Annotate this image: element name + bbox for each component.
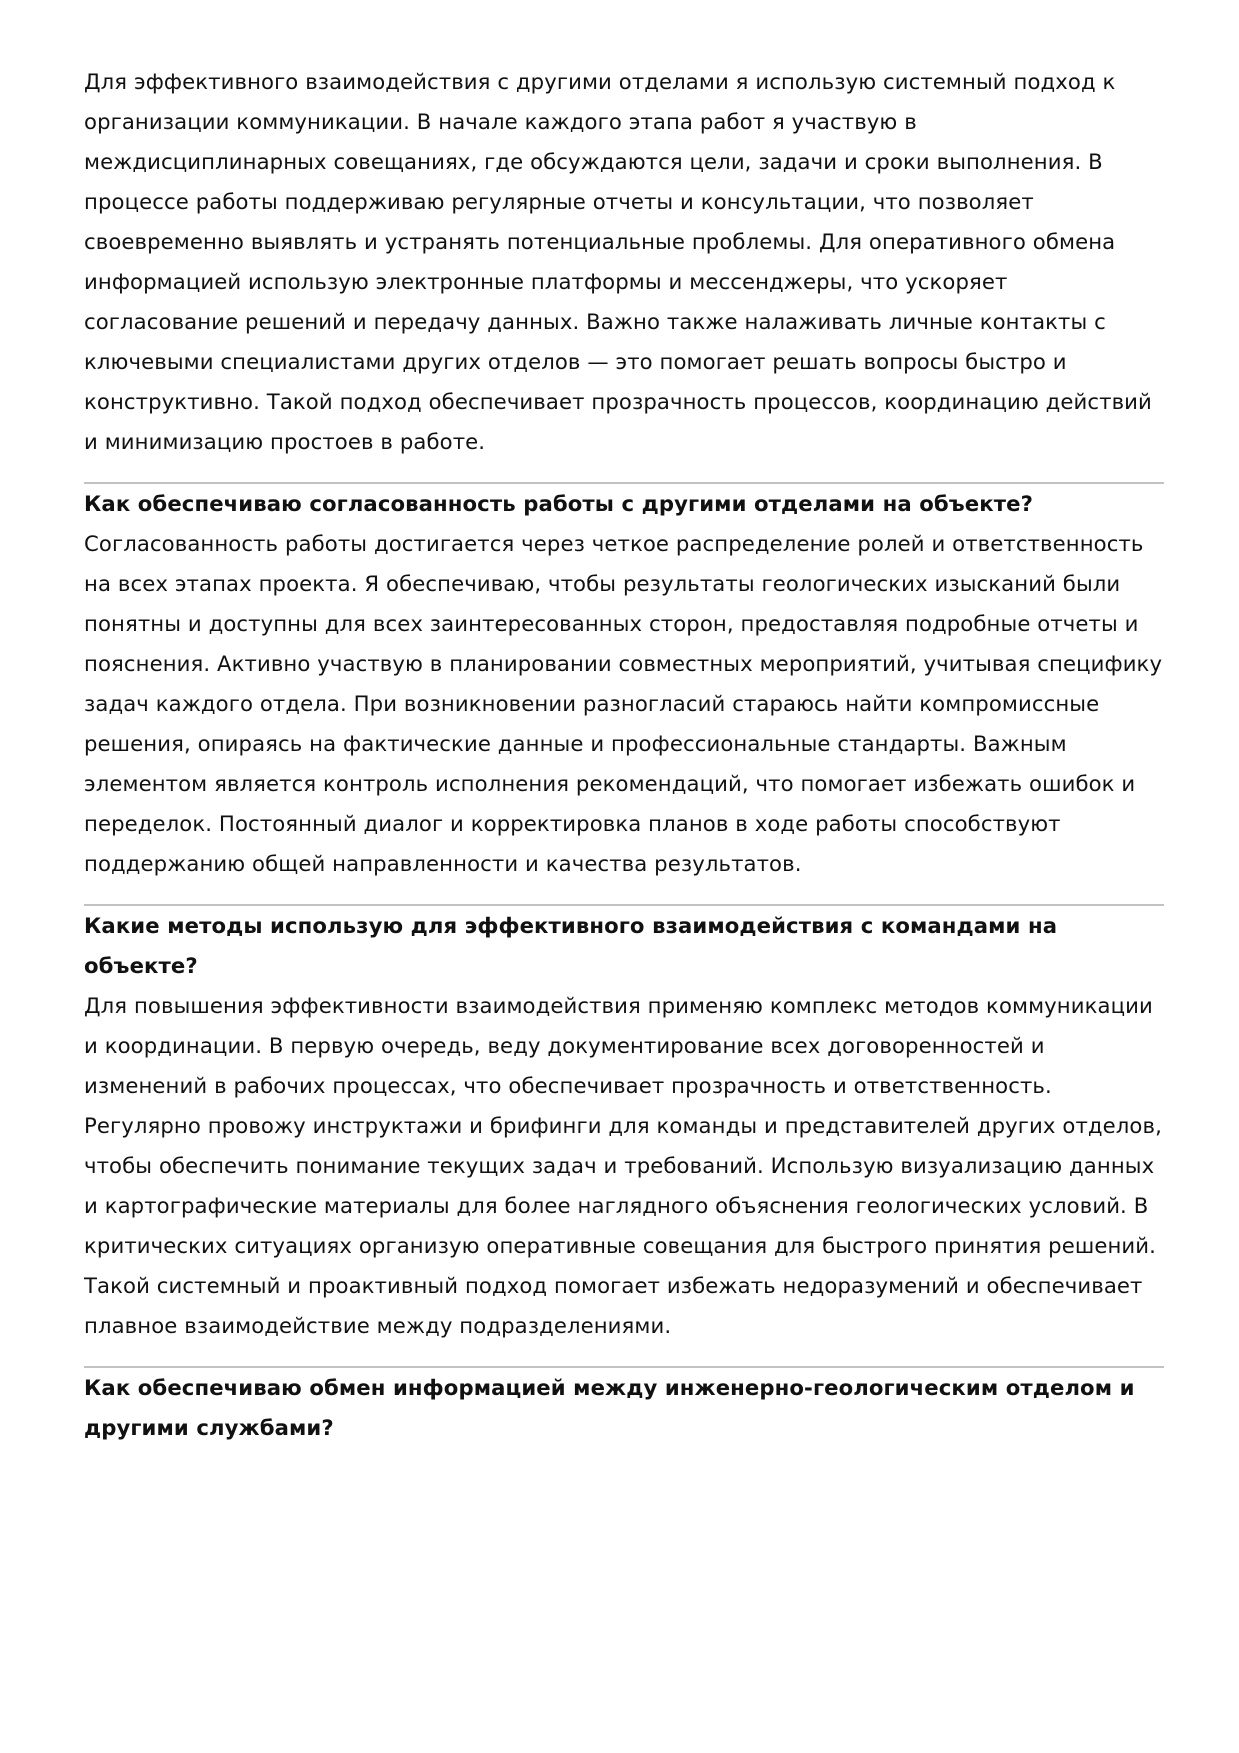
- section-3-heading: Какие методы использую для эффективного взаимодействия с командами на объекте?: [84, 913, 1058, 978]
- section-3-paragraph: Для повышения эффективности взаимодействия применяю комплекс методов коммуникации и координации. В первую очередь, веду документирование всех договоренностей и изменений в рабочих процессах, что обеспечивает прозрачность и ответственность. Регулярно провожу инструктажи и брифинги для команды и представителей других отделов, чтобы обеспечить понимание текущих задач и требований. Использую визуализацию данных и картографические материалы для более наглядного объяснения геологических условий. В критических ситуациях организую оперативные совещания для быстрого принятия решений. Такой системный и проактивный подход помогает избежать недоразумений и обеспечивает плавное взаимодействие между подразделениями.: [84, 993, 1162, 1338]
- section-2-heading: Как обеспечиваю согласованность работы с другими отделами на объекте?: [84, 491, 1033, 516]
- section-4-heading: Как обеспечиваю обмен информацией между инженерно-геологическим отделом и другими службами?: [84, 1375, 1135, 1440]
- section-1-paragraph: Для эффективного взаимодействия с другими отделами я использую системный подход к организации коммуникации. В начале каждого этапа работ я участвую в междисциплинарных совещаниях, где обсуждаются цели, задачи и сроки выполнения. В процессе работы поддерживаю регулярные отчеты и консультации, что позволяет своевременно выявлять и устранять потенциальные проблемы. Для оперативного обмена информацией использую электронные платформы и мессенджеры, что ускоряет согласование решений и передачу данных. Важно также налаживать личные контакты с ключевыми специалистами других отделов — это помогает решать вопросы быстро и конструктивно. Такой подход обеспечивает прозрачность процессов, координацию действий и минимизацию простоев в работе.: [84, 69, 1152, 454]
- section-2-paragraph: Согласованность работы достигается через четкое распределение ролей и ответственность на всех этапах проекта. Я обеспечиваю, чтобы результаты геологических изысканий были понятны и доступны для всех заинтересованных сторон, предоставляя подробные отчеты и пояснения. Активно участвую в планировании совместных мероприятий, учитывая специфику задач каждого отдела. При возникновении разногласий стараюсь найти компромиссные решения, опираясь на фактические данные и профессиональные стандарты. Важным элементом является контроль исполнения рекомендаций, что помогает избежать ошибок и переделок. Постоянный диалог и корректировка планов в ходе работы способствуют поддержанию общей направленности и качества результатов.: [84, 531, 1163, 876]
- document-page: [84, 62, 1164, 1448]
